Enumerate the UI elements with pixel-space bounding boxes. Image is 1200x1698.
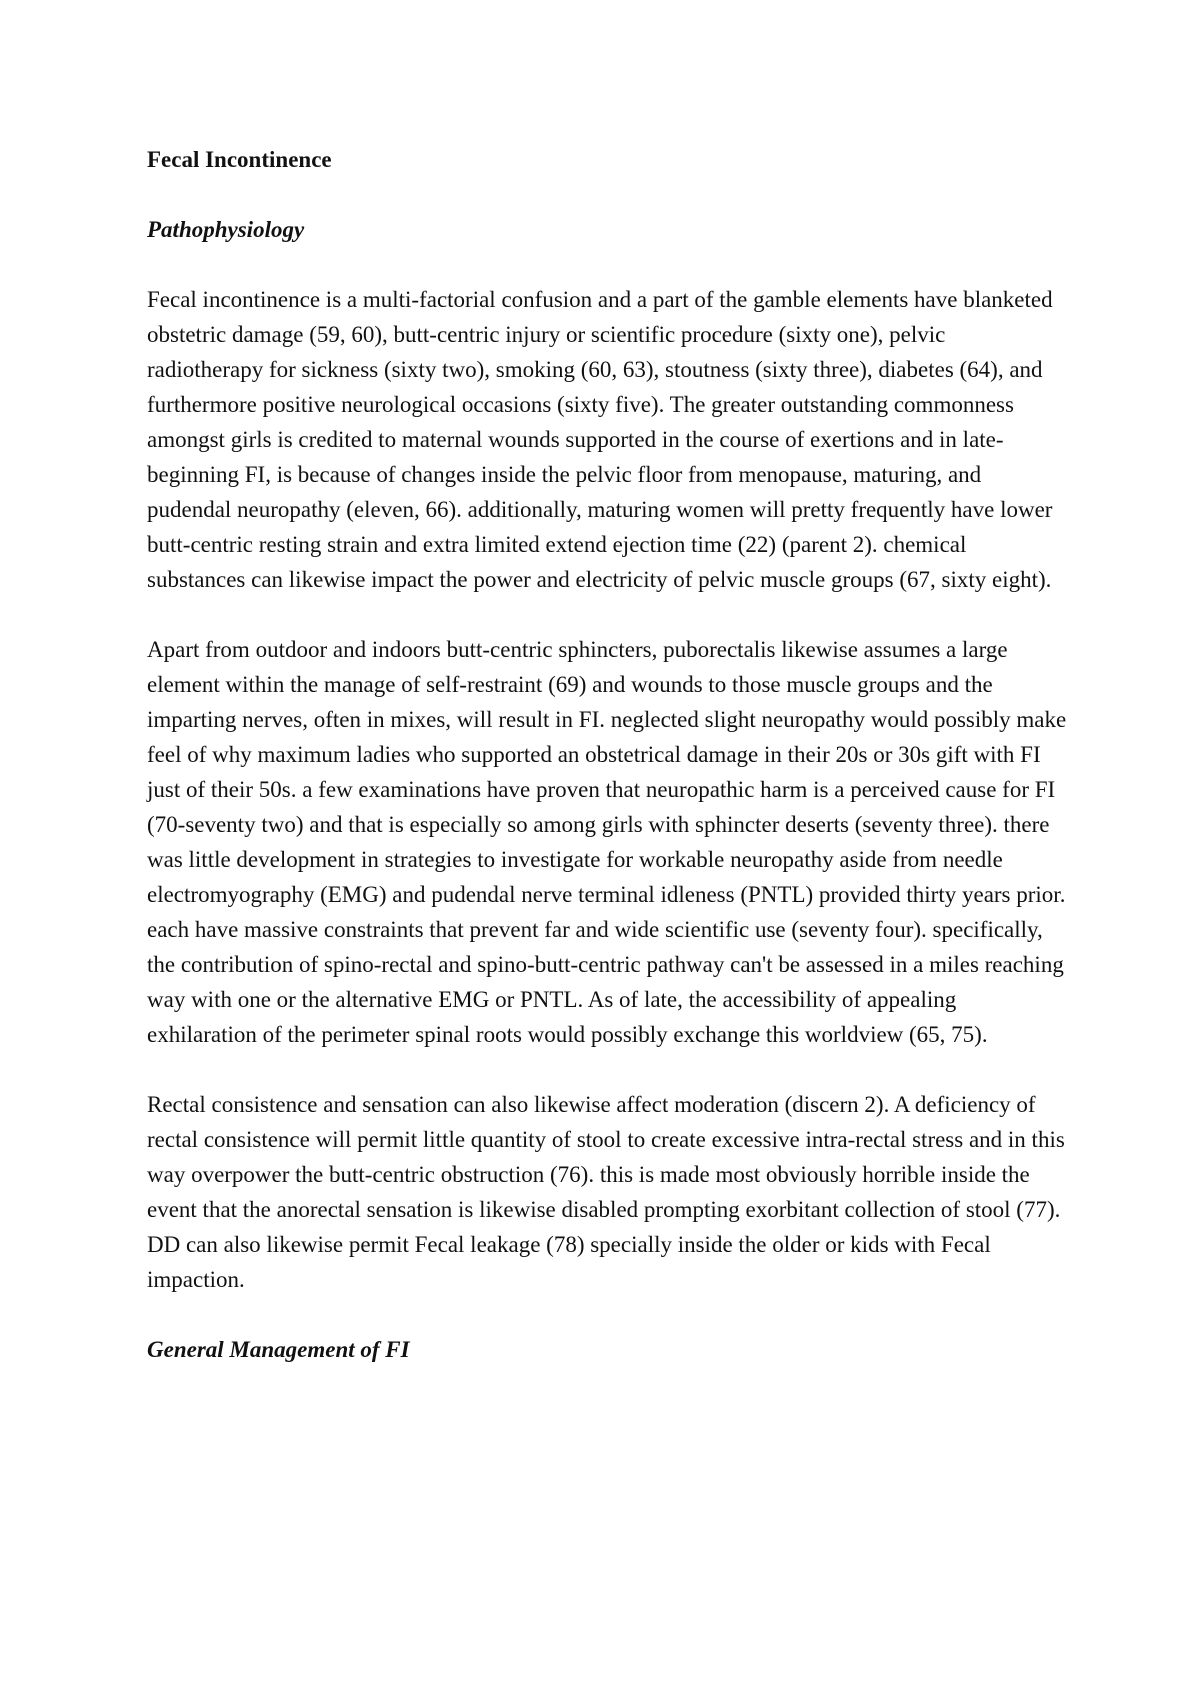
paragraph: Apart from outdoor and indoors butt-centric sphincters, puborectalis likewise assumes a large element within the manage of self-restraint (69) and wounds to those muscle groups and the imparting nerves, often in mixes, will result in FI. neglected slight neuropathy would possibly make feel of why maximum ladies who supported an obstetrical damage in their 20s or 30s gift with FI just of their 50s. a few examinations have proven that neuropathic harm is a perceived cause for FI (70-seventy two) and that is especially so among girls with sphincter deserts (seventy three). there was little development in strategies to investigate for workable neuropathy aside from needle electromyography (EMG) and pudendal nerve terminal idleness (PNTL) provided thirty years prior. each have massive constraints that prevent far and wide scientific use (seventy four). specifically, the contribution of spino-rectal and spino-butt-centric pathway can't be assessed in a miles reaching way with one or the alternative EMG or PNTL. As of late, the accessibility of appealing exhilaration of the perimeter spinal roots would possibly exchange this worldview (65, 75). xyxy=(147,637,1067,1047)
paragraph: Rectal consistence and sensation can also likewise affect moderation (discern 2). A deficiency of rectal consistence will permit little quantity of stool to create excessive intra-rectal stress and in this way overpower the butt-centric obstruction (76). this is made most obviously horrible inside the event that the anorectal sensation is likewise disabled prompting exorbitant collection of stool (77). DD can also likewise permit Fecal leakage (78) specially inside the older or kids with Fecal impaction. xyxy=(147,1092,1065,1292)
paragraph: Fecal incontinence is a multi-factorial confusion and a part of the gamble elements have blanketed obstetric damage (59, 60), butt-centric injury or scientific procedure (sixty one), pelvic radiotherapy for sickness (sixty two), smoking (60, 63), stoutness (sixty three), diabetes (64), and furthermore positive neurological occasions (sixty five). The greater outstanding commonness amongst girls is credited to maternal wounds supported in the course of exertions and in late-beginning FI, is because of changes inside the pelvic floor from menopause, maturing, and pudendal neuropathy (eleven, 66). additionally, maturing women will pretty frequently have lower butt-centric resting strain and extra limited extend ejection time (22) (parent 2). chemical substances can likewise impact the power and electricity of pelvic muscle groups (67, sixty eight). xyxy=(147,287,1053,592)
section-heading-general-management: General Management of FI xyxy=(147,1337,410,1362)
document-body xyxy=(147,142,1067,1367)
document-title: Fecal Incontinence xyxy=(147,147,332,172)
section-heading-pathophysiology: Pathophysiology xyxy=(147,217,305,242)
